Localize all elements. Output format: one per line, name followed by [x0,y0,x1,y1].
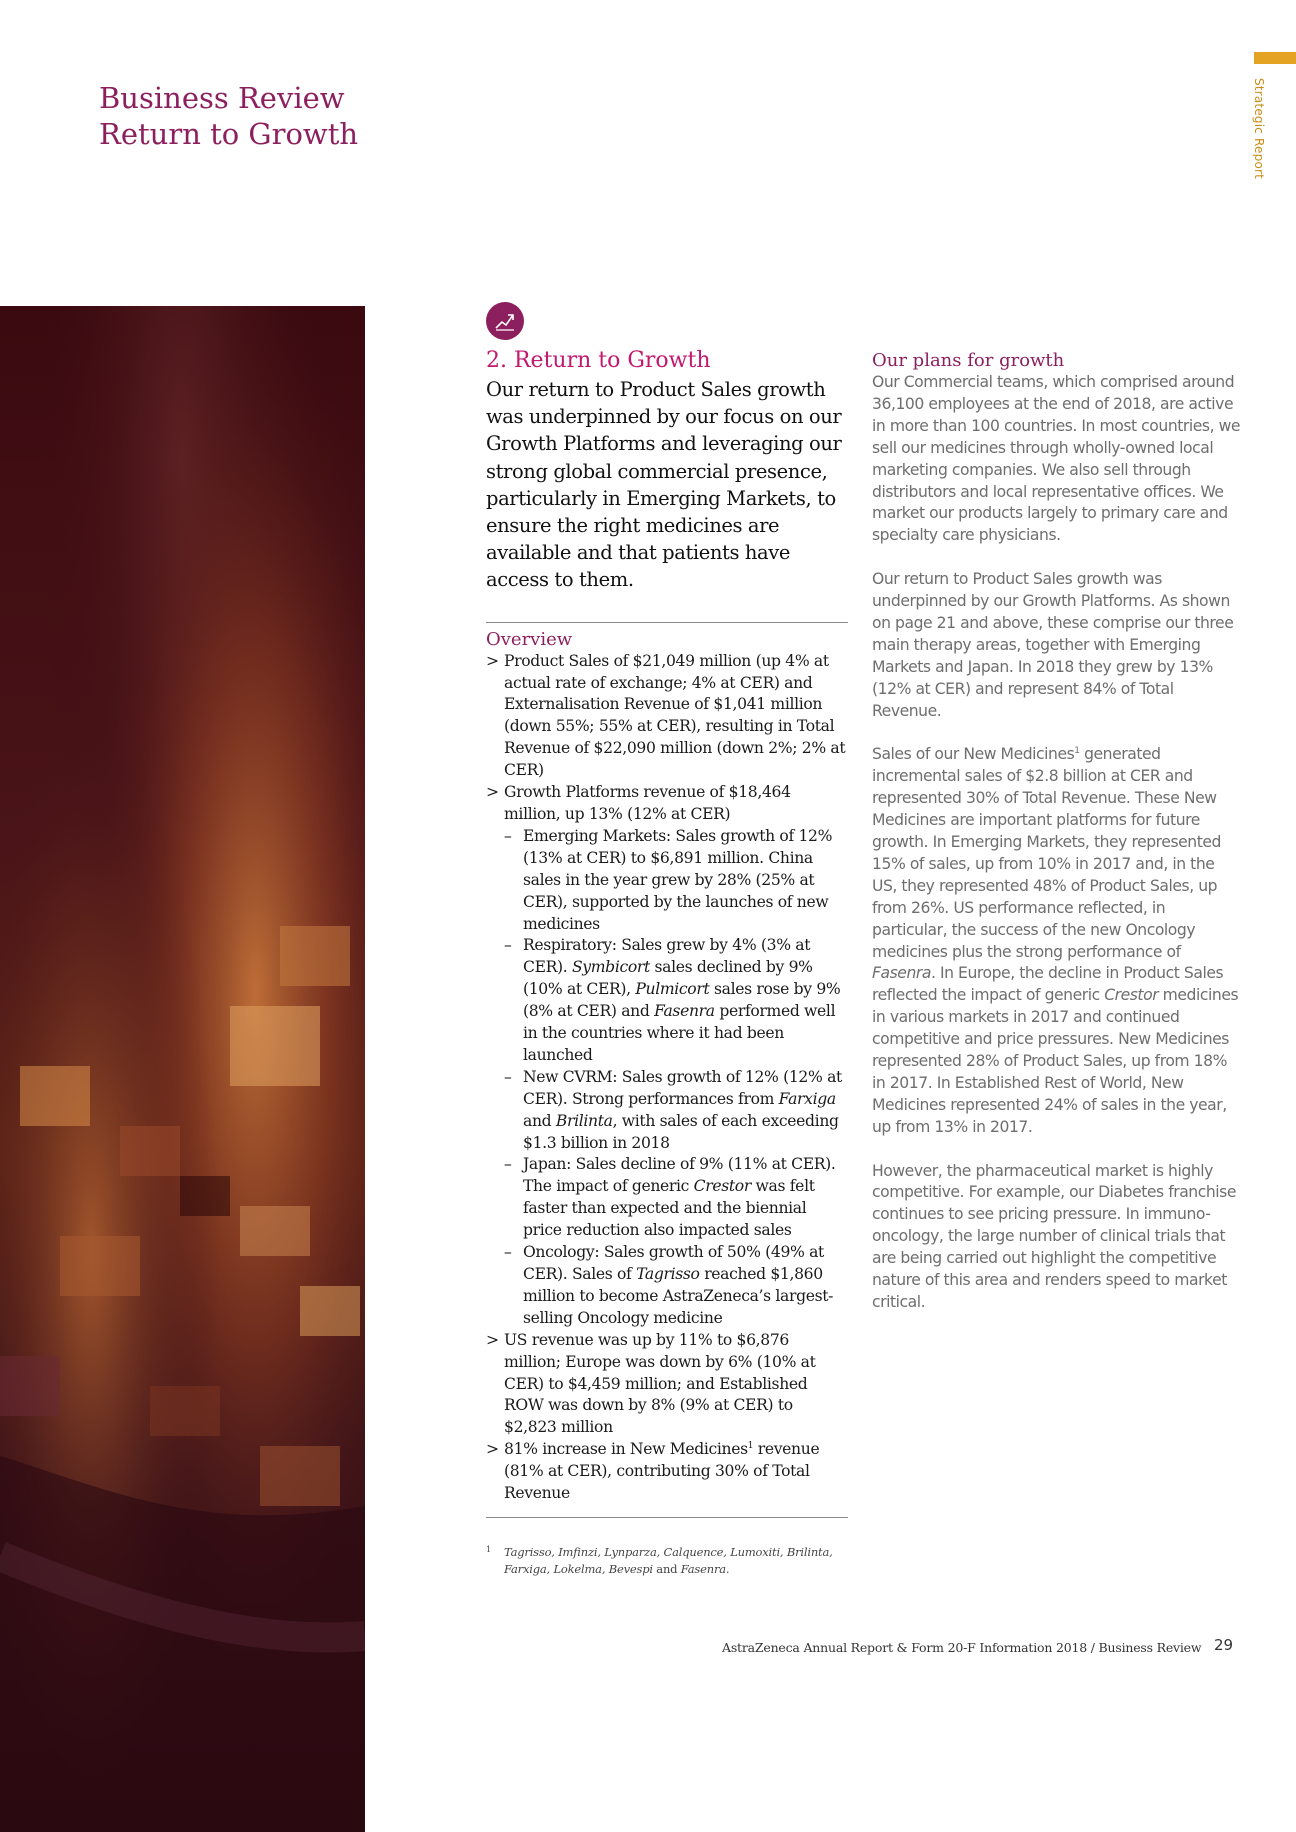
bullet-text: Growth Platforms revenue of $18,464 million, up 13% (12% at CER) [504,783,791,823]
footnote-ref: 1 [747,1441,754,1452]
text-run: . In Europe, the decline in Product Sales reflected the impact of generic [872,964,1224,1005]
bullet-marker: – [504,1155,512,1174]
bullet-marker: > [486,1440,499,1459]
divider-bottom [486,1517,848,1518]
right-column [872,350,1242,1336]
product-name: Pulmicort [635,980,710,999]
page-header [99,80,358,152]
plans-paragraph [872,744,1242,1138]
bullet-text: US revenue was up by 11% to $6,876 million; Europe was down by 6% (10% at CER) to $4,459 million; and Established ROW was down by 8% (9% at CER) to $2,823 million [504,1330,816,1437]
text-run: Our Commercial teams, which comprised around 36,100 employees at the end of 2018, are active in more than 100 countries. In most countries, we sell our medicines through wholly-owned local marketing companies. We also sell through distributors and local representative offices. We market our products largely to primary care and specialty care physicians. [872,373,1241,545]
bullet-marker: – [504,1243,512,1262]
product-name: Symbicort [571,958,650,977]
divider-top [486,622,848,623]
product-name: Fasenra [872,964,931,983]
text-run: revenue (81% at CER), contributing 30% of Total Revenue [504,1440,820,1503]
product-name: Crestor [1104,986,1159,1005]
product-name: Tagrisso [636,1265,700,1283]
text-run: reached $1,860 million to become AstraZeneca’s largest-selling Oncology medicine [523,1265,834,1327]
product-name: Brilinta [555,1111,613,1130]
footnote-marker: 1 [486,1544,491,1554]
bullet-text [523,1243,833,1327]
plans-paragraph [872,1161,1242,1314]
text-run: medicines in various markets in 2017 and continued competitive and price pressures. New Medicines represented 28% of Product Sales, up from 18% in 2017. In Established Rest of World, New Medicines represented 24% of sales in the year, up from 13% in 2017. [872,986,1239,1136]
text-run: 81% increase in New Medicines [504,1440,748,1459]
product-name: Farxiga [778,1089,836,1108]
overview-item [486,782,848,826]
overview-item [486,1439,848,1505]
text-run: performed well in the countries where it had been launched [523,1002,836,1064]
bullet-marker: > [486,783,499,802]
footnote [486,1544,848,1578]
plans-body [872,372,1242,1314]
bullet-marker: – [504,1067,512,1086]
overview-sub-item [486,1154,848,1242]
footer-text: AstraZeneca Annual Report & Form 20-F Information 2018 / Business Review [722,1640,1202,1655]
header-line-2: Return to Growth [99,117,359,151]
plans-paragraph [872,372,1242,547]
header-line-1: Business Review [99,81,345,115]
text-run: , with sales of each exceeding $1.3 billion in 2018 [523,1111,839,1152]
text-run: sales rose by 9% (8% at CER) and [523,980,841,1021]
overview-sub-item [486,935,848,1066]
footnote-ref: 1 [1074,746,1080,757]
side-label: Strategic Report [1252,78,1266,180]
overview-list [486,651,848,1505]
text-run: However, the pharmaceutical market is highly competitive. For example, our Diabetes franchise continues to see pricing pressure. In immuno-oncology, the large number of clinical trials that are being carried out highlight the competitive nature of this area and renders speed to market critical. [872,1161,1236,1312]
text-run: was felt faster than expected and the biennial price reduction also impacted sales [523,1177,815,1240]
text-run: and [523,1111,556,1130]
text-run: generated incremental sales of $2.8 billion at CER and represented 30% of Total Revenue. These New Medicines are important platforms for future growth. In Emerging Markets, they represented 15% of sales, up from 10% in 2017 and, in the US, they represented 48% of Product Sales, up from 26%. US performance reflected, in particular, the success of the new Oncology medicines plus the strong performance of [872,745,1221,961]
overview-item [486,1330,848,1440]
side-tab-marker [1254,52,1296,64]
bullet-text: Product Sales of $21,049 million (up 4% at actual rate of exchange; 4% at CER) and Externalisation Revenue of $1,041 million (down 55%; 55% at CER), resulting in Total Revenue of $22,090 million (down 2%; 2% at CER) [504,651,846,780]
bullet-text [523,936,840,1064]
decorative-photo [0,306,365,1832]
text-run: Sales of our New Medicines [872,745,1075,764]
bullet-marker: > [486,1330,499,1349]
bullet-text [523,1155,836,1239]
footnote-conjunction: and [652,1561,681,1576]
bullet-text: Emerging Markets: Sales growth of 12% (13% at CER) to $6,891 million. China sales in the year grew by 28% (25% at CER), supported by the launches of new medicines [523,826,833,933]
text-run: Respiratory: Sales grew by 4% (3% at CER). [523,936,811,977]
overview-sub-item [486,826,848,936]
footnote-text [504,1545,833,1576]
trend-up-icon [486,302,524,340]
plans-heading: Our plans for growth [872,350,1065,371]
bullet-text [523,1068,842,1152]
footnote-products: Fasenra. [680,1561,730,1576]
bullet-marker: – [504,936,512,955]
product-name: Crestor [693,1177,751,1196]
bullet-text [504,1440,819,1502]
plans-paragraph [872,569,1242,722]
text-run: Japan: Sales decline of 9% (11% at CER). The impact of generic [523,1155,836,1196]
text-run: Oncology: Sales growth of 50% (49% at CER). Sales of [523,1243,824,1283]
overview-item [486,651,848,782]
section-heading: 2. Return to Growth [486,348,711,373]
overview-sub-item [486,1067,848,1155]
overview-sub-item [486,1242,848,1330]
footnote-products: Tagrisso, Imfinzi, Lynparza, Calquence, Lumoxiti, Brilinta, Farxiga, Lokelma, Bevespi [504,1544,833,1576]
left-column [486,302,848,1578]
text-run: New CVRM: Sales growth of 12% (12% at CER). Strong performances from [523,1067,842,1108]
text-run: Our return to Product Sales growth was underpinned by our Growth Platforms. As shown on page 21 and above, these comprise our three main therapy areas, together with Emerging Markets and Japan. In 2018 they grew by 13% (12% at CER) and represent 84% of Total Revenue. [872,570,1234,720]
text-run: sales declined by 9% (10% at CER), [523,958,813,999]
section-intro: Our return to Product Sales growth was underpinned by our focus on our Growth Platforms and leveraging our strong global commercial presence, particularly in Emerging Markets, to ensure the right medicines are available and that patients have access to them. [486,378,842,592]
product-name: Fasenra [654,1002,715,1021]
bullet-marker: > [486,651,499,670]
overview-heading: Overview [486,628,573,650]
photo-image [0,306,365,1832]
page-number: 29 [1214,1636,1234,1654]
bullet-marker: – [504,826,512,845]
